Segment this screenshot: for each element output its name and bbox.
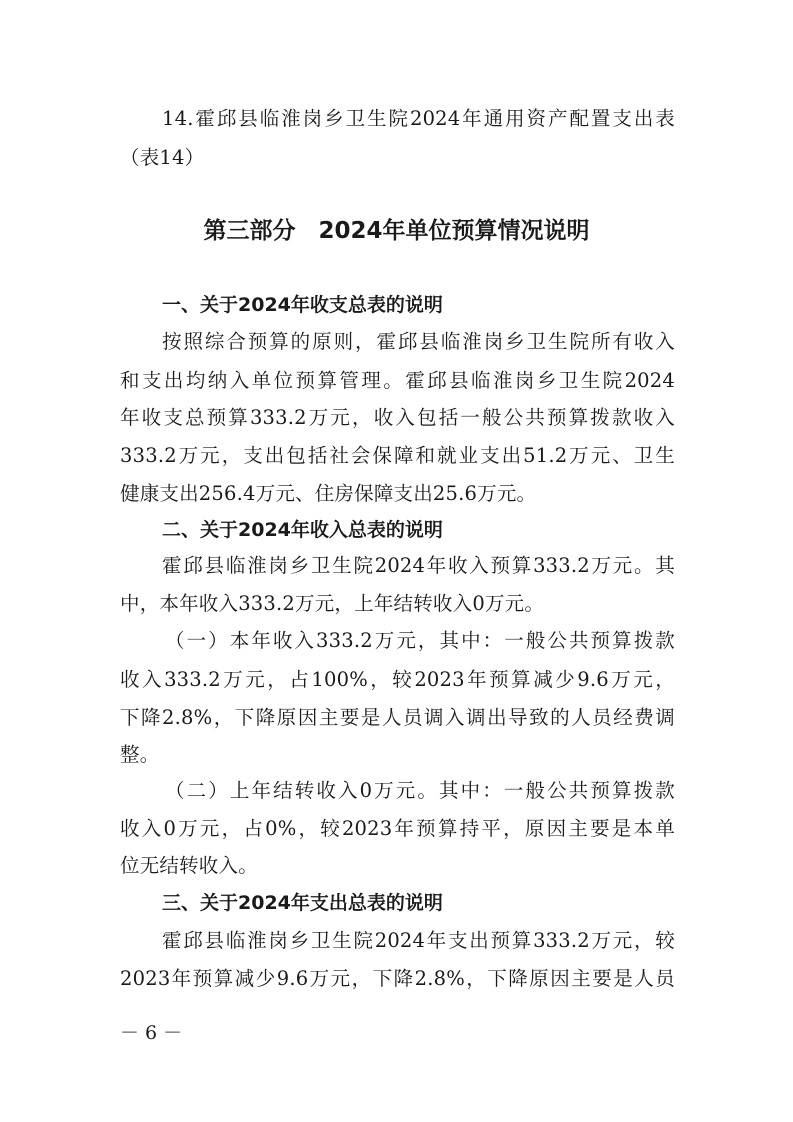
section-1-line: 333.2万元，支出包括社会保障和就业支出51.2万元、卫生 [120, 444, 675, 467]
section-1-line: 健康支出256.4万元、住房保障支出25.6万元。 [120, 482, 537, 505]
section-2-line: 中，本年收入333.2万元，上年结转收入0万元。 [120, 592, 545, 615]
section-2-sub2-line: 位无结转收入。 [120, 854, 258, 877]
section-2-sub1-line: 整。 [120, 743, 160, 766]
section-3-line: 霍邱县临淮岗乡卫生院2024年支出预算333.2万元，较 [162, 929, 675, 952]
section-2-sub1-line: 下降2.8%，下降原因主要是人员调入调出导致的人员经费调 [120, 706, 675, 729]
section-1-heading: 一、关于2024年收支总表的说明 [162, 294, 443, 316]
section-3-heading: 三、关于2024年支出总表的说明 [162, 892, 443, 914]
section-2-sub2-line: （二）上年结转收入0万元。其中：一般公共预算拨款 [165, 779, 675, 802]
section-2-sub1-line: 收入333.2万元，占100%，较2023年预算减少9.6万元， [120, 668, 675, 691]
section-2-heading: 二、关于2024年收入总表的说明 [162, 519, 443, 541]
section-2-line: 霍邱县临淮岗乡卫生院2024年收入预算333.2万元。其 [162, 554, 675, 577]
section-1-line: 年收支总预算333.2万元，收入包括一般公共预算拨款收入 [120, 406, 675, 429]
item-14-line-2: （表14） [120, 146, 205, 169]
section-1-line: 和支出均纳入单位预算管理。霍邱县临淮岗乡卫生院2024 [120, 369, 675, 392]
page-number: － 6 － [120, 1022, 183, 1044]
section-2-sub1-line: （一）本年收入333.2万元，其中：一般公共预算拨款 [165, 629, 675, 652]
section-2-sub2-line: 收入0万元，占0%，较2023年预算持平，原因主要是本单 [120, 817, 675, 840]
section-1-line: 按照综合预算的原则，霍邱县临淮岗乡卫生院所有收入 [162, 330, 675, 353]
item-14-line-1: 14.霍邱县临淮岗乡卫生院2024年通用资产配置支出表 [162, 107, 675, 130]
section-3-line: 2023年预算减少9.6万元，下降2.8%，下降原因主要是人员 [120, 967, 675, 990]
part-title: 第三部分 2024年单位预算情况说明 [203, 218, 590, 244]
